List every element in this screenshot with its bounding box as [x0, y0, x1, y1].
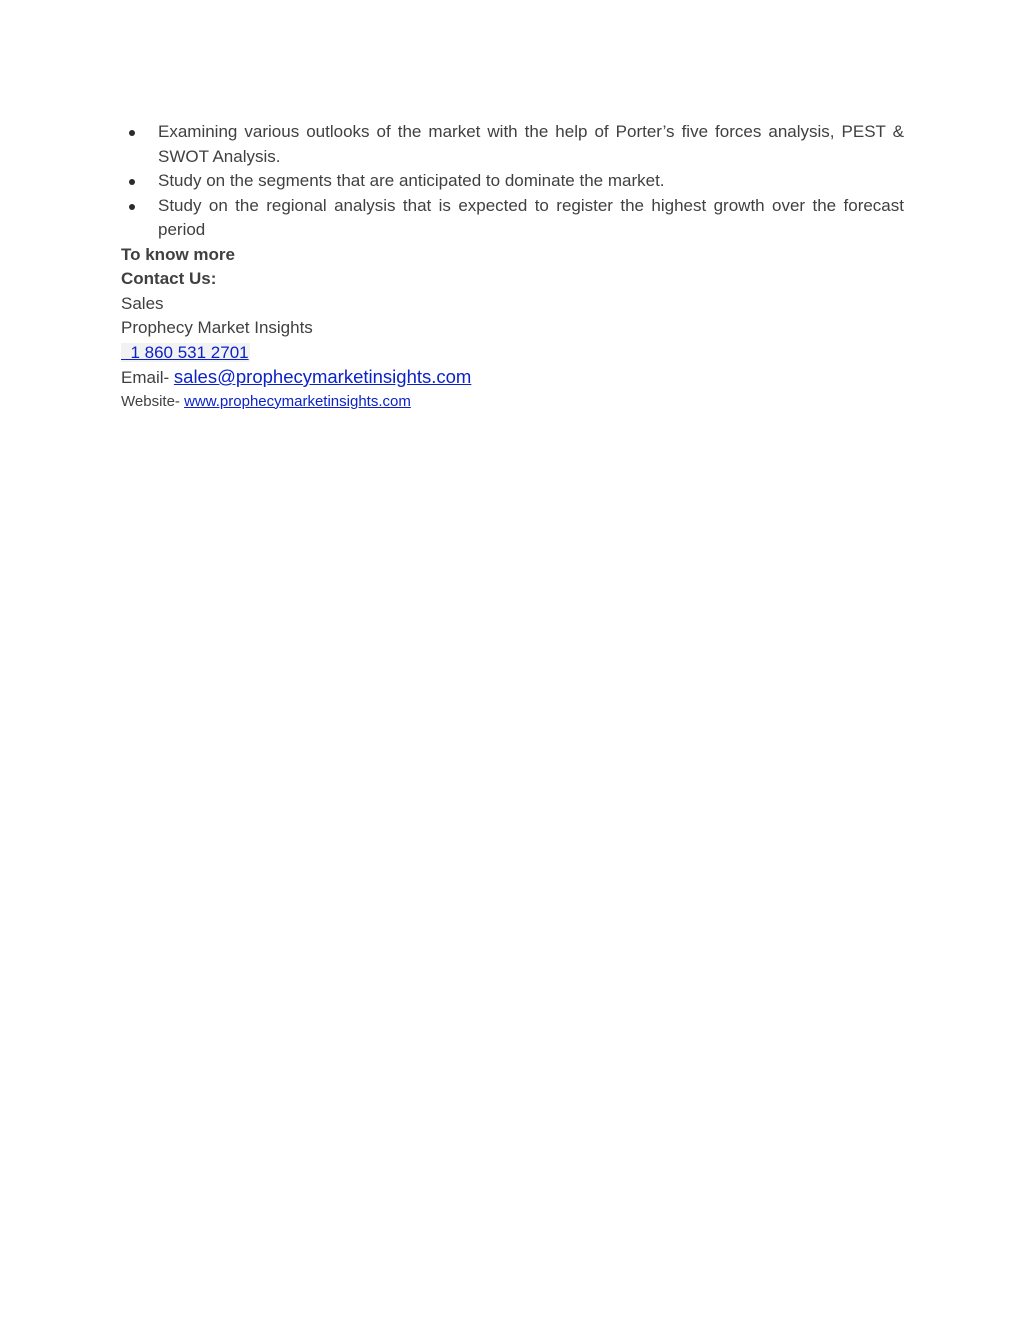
email-label: Email-	[121, 368, 174, 387]
contact-website-line	[121, 391, 904, 413]
bullet-icon	[129, 130, 135, 136]
list-item-text: Examining various outlooks of the market with the help of Porter’s five forces analysis, PEST & SWOT Analysis.	[158, 122, 904, 166]
contact-email-line	[121, 365, 904, 391]
contact-heading: Contact Us:	[121, 269, 217, 288]
bullet-icon	[129, 179, 135, 185]
list-item-text: Study on the regional analysis that is expected to register the highest growth over the forecast period	[158, 195, 904, 239]
list-item	[121, 120, 904, 169]
to-know-more-heading: To know more	[121, 244, 235, 264]
website-label: Website-	[121, 392, 185, 410]
contact-phone-line	[121, 341, 904, 366]
highlights-list	[121, 120, 904, 243]
phone-link[interactable]: 1 860 531 2701	[121, 342, 249, 362]
list-item-text: Study on the segments that are anticipated to dominate the market.	[158, 171, 665, 190]
contact-company: Prophecy Market Insights	[121, 318, 313, 337]
contact-department: Sales	[121, 293, 164, 313]
list-item	[121, 169, 904, 194]
website-link[interactable]: www.prophecymarketinsights.com	[184, 392, 411, 410]
bullet-icon	[129, 204, 135, 210]
email-link[interactable]: sales@prophecymarketinsights.com	[173, 366, 472, 387]
list-item	[121, 194, 904, 243]
document-page	[121, 120, 904, 413]
